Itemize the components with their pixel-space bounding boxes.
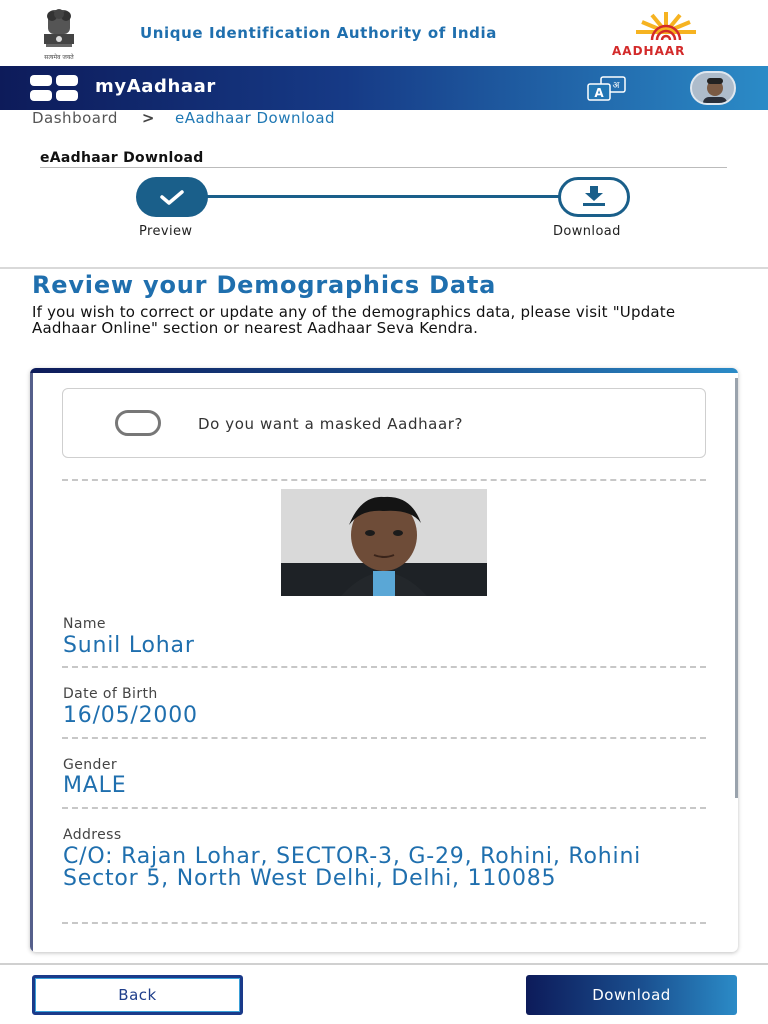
name-label: Name [63,616,106,632]
breadcrumb-current: eAadhaar Download [174,109,336,127]
check-icon [136,177,208,217]
language-translate-icon[interactable] [586,76,628,102]
masked-aadhaar-radio[interactable] [115,410,161,436]
demographics-card [30,368,738,952]
gender-value: MALE [63,773,127,798]
apps-grid-icon[interactable] [30,75,80,101]
step-preview-circle [136,177,208,217]
authority-title: Unique Identification Authority of India [140,24,497,42]
resident-photo-image [281,489,487,596]
step-label-download: Download [553,224,621,239]
divider [62,807,706,809]
user-avatar-icon [692,73,736,105]
name-value: Sunil Lohar [63,633,195,658]
review-description: If you wish to correct or update any of the demographics data, please visit "Update Aadhaar Online" section or nearest Aadhaar Seva Kendra. [32,303,676,337]
divider [62,922,706,924]
back-button[interactable]: Back [32,975,243,1015]
card-scrollbar[interactable] [735,378,738,798]
breadcrumb-dashboard-link[interactable]: Dashboard [32,109,118,127]
emblem-caption: सत्यमेव जयते [44,54,74,61]
download-icon [561,180,627,214]
divider [62,737,706,739]
gender-label: Gender [63,757,117,773]
brand-bar [0,0,768,66]
address-value: C/O: Rajan Lohar, SECTOR-3, G-29, Rohini, Rohini Sector 5, North West Delhi, Delhi, 110085 [63,844,642,891]
lang-glyph-latin: A [594,86,604,100]
review-title: Review your Demographics Data [32,271,497,299]
section-title: eAadhaar Download [40,150,204,166]
masked-aadhaar-option[interactable] [62,388,706,458]
dob-value: 16/05/2000 [63,703,198,728]
footer-divider [0,963,768,965]
section-divider [40,167,727,168]
aadhaar-logo-text: AADHAAR [612,44,686,58]
breadcrumb-separator: > [141,109,155,127]
address-label: Address [63,827,122,843]
card-left-accent [30,373,33,952]
divider [62,666,706,668]
breadcrumb [32,109,335,127]
page-divider [0,267,768,269]
lang-glyph-devanagari: अ [612,81,620,91]
download-button[interactable]: Download [526,975,737,1015]
divider [62,479,706,481]
top-navbar [0,66,768,110]
app-brand-name[interactable]: myAadhaar [95,76,216,97]
resident-photo [281,489,487,596]
card-top-accent [30,368,738,373]
stepper-connector [170,195,596,198]
dob-label: Date of Birth [63,686,158,702]
step-download-circle [558,177,630,217]
masked-aadhaar-label: Do you want a masked Aadhaar? [198,415,464,433]
user-avatar[interactable] [690,71,736,105]
national-emblem-icon [32,6,86,62]
step-label-preview: Preview [139,224,193,239]
